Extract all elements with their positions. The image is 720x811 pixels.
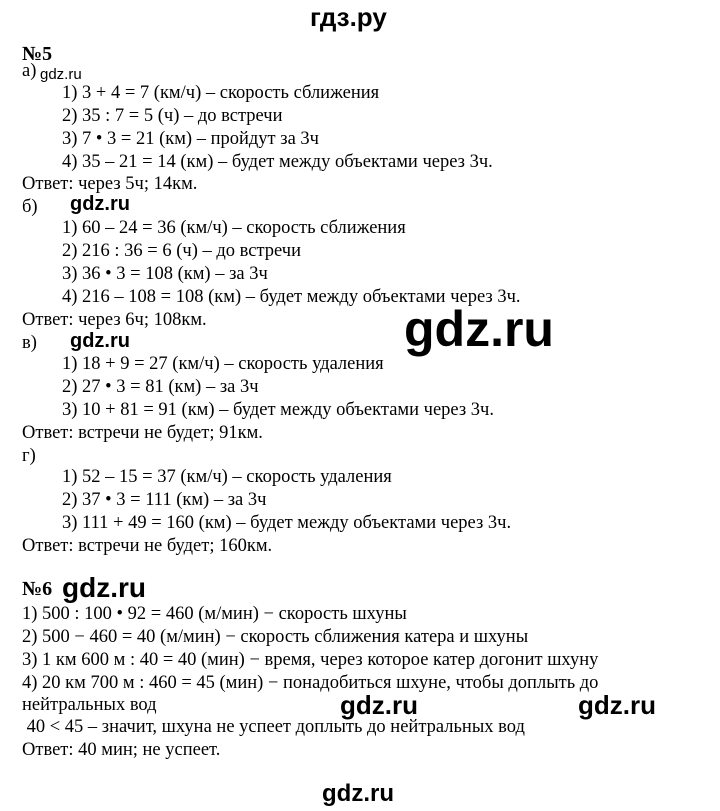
watermark-large: gdz.ru bbox=[404, 301, 554, 357]
part-v-step: 2) 27 • 3 = 81 (км) – за 3ч bbox=[62, 377, 259, 397]
part-g-answer: Ответ: встречи не будет; 160км. bbox=[22, 536, 273, 556]
watermark: gdz.ru bbox=[70, 330, 130, 352]
part-b-step: 1) 60 – 24 = 36 (км/ч) – скорость сближения bbox=[62, 218, 406, 238]
part-v-label: в) bbox=[22, 333, 37, 353]
part-g-step: 1) 52 – 15 = 37 (км/ч) – скорость удаления bbox=[62, 467, 392, 487]
part-b-answer: Ответ: через 6ч; 108км. bbox=[22, 310, 207, 330]
part-g-step: 2) 37 • 3 = 111 (км) – за 3ч bbox=[62, 490, 267, 510]
section6-answer: Ответ: 40 мин; не успеет. bbox=[22, 740, 221, 760]
part-g-label: г) bbox=[22, 446, 36, 466]
part-a-step: 1) 3 + 4 = 7 (км/ч) – скорость сближения bbox=[62, 83, 380, 103]
part-v-step: 3) 10 + 81 = 91 (км) – будет между объектами через 3ч. bbox=[62, 400, 494, 420]
site-header: гдз.ру bbox=[310, 2, 387, 32]
watermark: gdz.ru bbox=[62, 572, 146, 603]
watermark: gdz.ru bbox=[578, 690, 656, 720]
section6-line: 4) 20 км 700 м : 460 = 45 (мин) − понадобиться шхуне, чтобы доплыть до bbox=[22, 673, 599, 693]
section6-title: №6 bbox=[22, 578, 53, 600]
part-a-label: а) bbox=[22, 61, 37, 81]
part-a-step: 2) 35 : 7 = 5 (ч) – до встречи bbox=[62, 106, 283, 126]
part-b-step: 2) 216 : 36 = 6 (ч) – до встречи bbox=[62, 241, 302, 261]
part-b-step: 3) 36 • 3 = 108 (км) – за 3ч bbox=[62, 264, 268, 284]
section6-line: 1) 500 : 100 • 92 = 460 (м/мин) − скорость шхуны bbox=[22, 604, 407, 624]
part-a-step: 4) 35 – 21 = 14 (км) – будет между объектами через 3ч. bbox=[62, 152, 493, 172]
part-a-answer: Ответ: через 5ч; 14км. bbox=[22, 174, 198, 194]
part-b-step: 4) 216 – 108 = 108 (км) – будет между объектами через 3ч. bbox=[62, 287, 521, 307]
part-g-step: 3) 111 + 49 = 160 (км) – будет между объектами через 3ч. bbox=[62, 513, 512, 533]
footer-watermark: gdz.ru bbox=[322, 780, 394, 807]
watermark: gdz.ru bbox=[70, 193, 130, 215]
part-v-step: 1) 18 + 9 = 27 (км/ч) – скорость удаления bbox=[62, 354, 384, 374]
part-b-label: б) bbox=[22, 197, 38, 217]
part-v-answer: Ответ: встречи не будет; 91км. bbox=[22, 423, 263, 443]
section6-line: нейтральных вод bbox=[22, 695, 157, 715]
section6-line: 2) 500 − 460 = 40 (м/мин) − скорость сближения катера и шхуны bbox=[22, 627, 529, 647]
section5-title: №5 bbox=[22, 43, 53, 65]
watermark: gdz.ru bbox=[340, 690, 418, 720]
watermark: gdz.ru bbox=[40, 66, 82, 83]
part-a-step: 3) 7 • 3 = 21 (км) – пройдут за 3ч bbox=[62, 129, 319, 149]
section6-line: 3) 1 км 600 м : 40 = 40 (мин) − время, через которое катер догонит шхуну bbox=[22, 650, 599, 670]
section6-line: 40 < 45 – значит, шхуна не успеет доплыть до нейтральных вод bbox=[22, 717, 525, 737]
